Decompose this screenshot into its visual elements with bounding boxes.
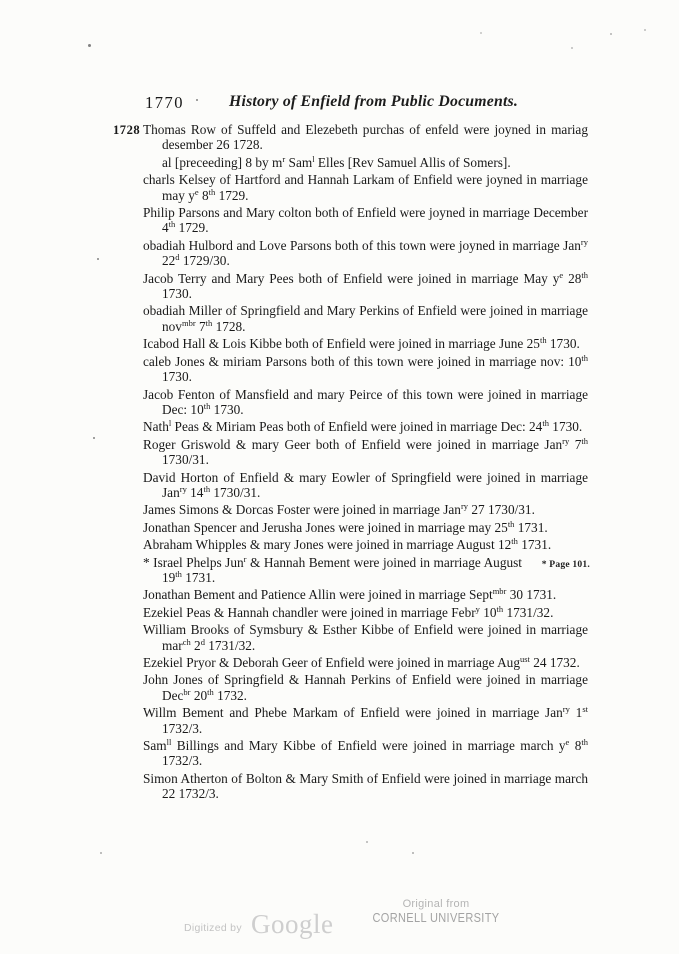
entry-text: Sam$^{ll}$ Billings and Mary Kibbe of Enfield were joined in marriage march $y^e$ 8th 1732/3. bbox=[143, 737, 589, 769]
marriage-record bbox=[143, 354, 588, 385]
dust-speck bbox=[88, 44, 91, 47]
digitized-by-label: Digitized by bbox=[184, 922, 242, 934]
entry-text: caleb Jones & miriam Parsons both of this town were joined in marriage nov: 10th 1730. bbox=[143, 352, 588, 385]
dust-speck bbox=[100, 852, 102, 854]
marriage-record bbox=[143, 655, 588, 670]
dust-speck bbox=[610, 33, 612, 35]
page-number: 1770 bbox=[145, 93, 184, 112]
marriage-record bbox=[143, 437, 588, 468]
entry-list bbox=[113, 122, 590, 804]
google-logo: Google bbox=[251, 909, 334, 939]
entry-text: Willm Bement and Phebe Markam of Enfield were joined in marriage Jan$^{ry}$ 1st 1732/3. bbox=[143, 704, 588, 736]
running-title: History of Enfield from Public Documents. bbox=[229, 93, 519, 110]
entry-text: John Jones of Springfield & Hannah Perkins of Enfield were joined in marriage Dec$^{br}$ 20th 1732. bbox=[143, 672, 588, 703]
marriage-record bbox=[143, 387, 588, 418]
marriage-record bbox=[143, 470, 588, 501]
marriage-record bbox=[143, 537, 588, 552]
marriage-record bbox=[143, 336, 588, 351]
entry-text: al [preceeding] 8 by $m^r$ Sam$^l$ Elles [Rev Samuel Allis of Somers]. bbox=[162, 153, 511, 170]
marriage-record bbox=[143, 271, 588, 302]
marriage-record bbox=[143, 672, 588, 703]
entry-text: Jonathan Bement and Patience Allin were joined in marriage Sept$^{mbr}$ 30 1731. bbox=[143, 586, 557, 603]
entry-text: David Horton of Enfield & mary Eowler of Springfield were joined in marriage Jan$^{ry}$ 14th 1730/31. bbox=[143, 469, 588, 500]
marriage-record bbox=[143, 622, 588, 653]
entry-margin-note: * Page 101. bbox=[541, 558, 590, 570]
entry-text: Thomas Row of Suffeld and Elezebeth purchas of enfeld were joyned in mariag desember 26 1728. bbox=[143, 122, 588, 153]
entry-text: Icabod Hall & Lois Kibbe both of Enfield were joined in marriage June 25th 1730. bbox=[143, 335, 580, 352]
marriage-record bbox=[143, 738, 588, 769]
dust-speck bbox=[571, 47, 573, 49]
dust-speck bbox=[480, 32, 482, 34]
marriage-record bbox=[143, 555, 588, 586]
original-from-label: Original from bbox=[402, 898, 470, 910]
entry-text: William Brooks of Symsbury & Esther Kibbe of Enfield were joined in marriage mar$^{ch}$ 2$^d$ 1731/32. bbox=[143, 622, 588, 653]
dust-speck bbox=[644, 29, 646, 31]
marriage-record bbox=[143, 419, 588, 434]
entry-text: Jonathan Spencer and Jerusha Jones were joined in marriage may 25th 1731. bbox=[143, 518, 548, 535]
entry-text: Abraham Whipples & mary Jones were joined in marriage August 12th 1731. bbox=[143, 536, 552, 553]
marriage-record bbox=[143, 605, 588, 620]
entry-text: Nath$^l$ Peas & Miriam Peas both of Enfield were joined in marriage Dec: 24th 1730. bbox=[143, 418, 583, 435]
entry-text: * Israel Phelps Jun$^r$ & Hannah Bement were joined in marriage August 19th 1731. bbox=[143, 553, 522, 585]
entry-year-label: 1728 bbox=[113, 123, 141, 137]
entry-text: Philip Parsons and Mary colton both of Enfield were joyned in marriage December 4th 1729. bbox=[143, 205, 588, 236]
entry-text: obadiah Miller of Springfield and Mary Perkins of Enfield were joined in marriage nov$^{mbr}$ 7th 1728. bbox=[143, 303, 588, 334]
dust-speck bbox=[412, 852, 414, 854]
entry-text: obadiah Hulbord and Love Parsons both of this town were joyned in marriage Jan$^{ry}$ 22$^d$ 1729/30. bbox=[143, 236, 588, 269]
provenance-block bbox=[355, 898, 517, 925]
dust-speck bbox=[196, 99, 198, 101]
dust-speck bbox=[97, 258, 99, 260]
marriage-record bbox=[143, 771, 588, 802]
institution-label: CORNELL UNIVERSITY bbox=[372, 911, 500, 925]
marriage-record bbox=[113, 122, 588, 153]
entry-text: Roger Griswold & mary Geer both of Enfield were joined in marriage Jan$^{ry}$ 7th 1730/31. bbox=[143, 435, 588, 468]
marriage-record bbox=[143, 205, 588, 236]
marriage-record bbox=[143, 238, 588, 269]
marriage-record bbox=[143, 705, 588, 736]
dust-speck bbox=[93, 437, 95, 439]
entry-text: charls Kelsey of Hartford and Hannah Larkam of Enfield were joyned in marriage may $y^e$ 8th 1729. bbox=[143, 172, 588, 203]
entry-text: Ezekiel Pryor & Deborah Geer of Enfield were joined in marriage Aug$^{ust}$ 24 1732. bbox=[143, 654, 580, 670]
entry-text: James Simons & Dorcas Foster were joined in marriage Jan$^{ry}$ 27 1730/31. bbox=[143, 501, 535, 518]
entry-text: Simon Atherton of Bolton & Mary Smith of Enfield were joined in marriage march 22 1732/3. bbox=[143, 770, 588, 802]
entry-text: Ezekiel Peas & Hannah chandler were joined in marriage Febr$^y$ 10th 1731/32. bbox=[143, 603, 554, 620]
entry-text: Jacob Fenton of Mansfield and mary Peirce of this town were joined in marriage Dec: 10th 1730. bbox=[143, 386, 588, 417]
dust-speck bbox=[366, 841, 368, 843]
marriage-record bbox=[143, 303, 588, 334]
marriage-record bbox=[143, 587, 588, 602]
marriage-record bbox=[143, 502, 588, 517]
marriage-record bbox=[143, 155, 588, 170]
entry-text: Jacob Terry and Mary Pees both of Enfield were joined in marriage May $y^e$ 28th 1730. bbox=[143, 269, 588, 302]
marriage-record bbox=[143, 520, 588, 535]
marriage-record bbox=[143, 172, 588, 203]
